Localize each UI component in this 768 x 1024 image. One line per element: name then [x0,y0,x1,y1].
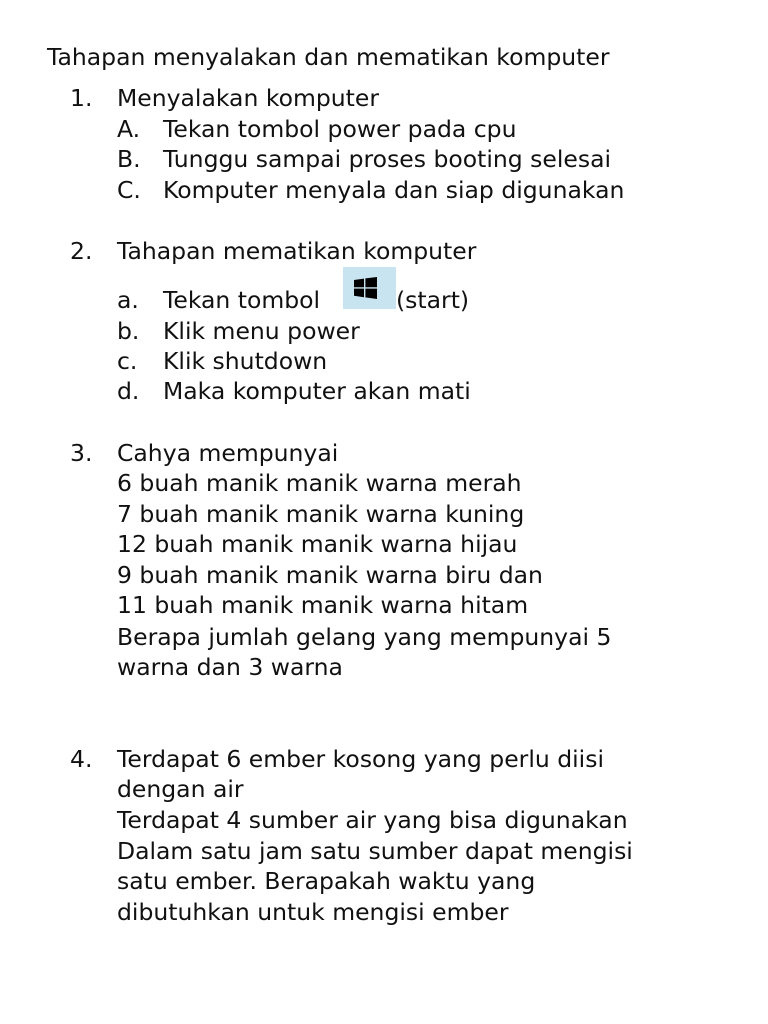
item-1c-marker: C. [117,176,141,204]
item-2c-text: Klik shutdown [163,347,328,375]
item-3-line: Cahya mempunyai [117,439,339,467]
item-1b-marker: B. [117,145,141,173]
item-3-number: 3. [70,439,93,467]
item-3-line: warna dan 3 warna [117,653,343,681]
item-2d-text: Maka komputer akan mati [163,377,471,405]
item-3-line: 9 buah manik manik warna biru dan [117,561,543,589]
item-1c-text: Komputer menyala dan siap digunakan [163,176,625,204]
item-2c-marker: c. [117,347,138,375]
item-3-line: 7 buah manik manik warna kuning [117,500,525,528]
item-3-line: 12 buah manik manik warna hijau [117,530,518,558]
item-2d-marker: d. [117,377,140,405]
item-4-line: dibutuhkan untuk mengisi ember [117,898,509,926]
item-1-heading: Menyalakan komputer [117,84,380,112]
item-2b-marker: b. [117,317,140,345]
item-3-line: Berapa jumlah gelang yang mempunyai 5 [117,623,612,651]
item-3-line: 11 buah manik manik warna hitam [117,591,529,619]
item-4-line: dengan air [117,775,244,803]
item-1-number: 1. [70,84,93,112]
item-4-line: satu ember. Berapakah waktu yang [117,867,536,895]
item-4-line: Dalam satu jam satu sumber dapat mengisi [117,837,633,865]
item-2-number: 2. [70,237,93,265]
item-2a-text: Tekan tombol [163,286,321,314]
item-4-line: Terdapat 4 sumber air yang bisa digunakan [117,806,628,834]
item-1a-marker: A. [117,115,141,143]
item-4-line: Terdapat 6 ember kosong yang perlu diisi [117,745,604,773]
item-2a-suffix: (start) [396,286,470,314]
item-1a-text: Tekan tombol power pada cpu [163,115,517,143]
item-2b-text: Klik menu power [163,317,360,345]
item-4-number: 4. [70,745,93,773]
item-2a-marker: a. [117,286,139,314]
item-1b-text: Tunggu sampai proses booting selesai [163,145,612,173]
item-3-line: 6 buah manik manik warna merah [117,469,522,497]
document-title: Tahapan menyalakan dan mematikan komputer [47,43,610,71]
item-2-heading: Tahapan mematikan komputer [117,237,477,265]
windows-start-icon [343,267,396,309]
windows-logo-icon [354,277,378,299]
